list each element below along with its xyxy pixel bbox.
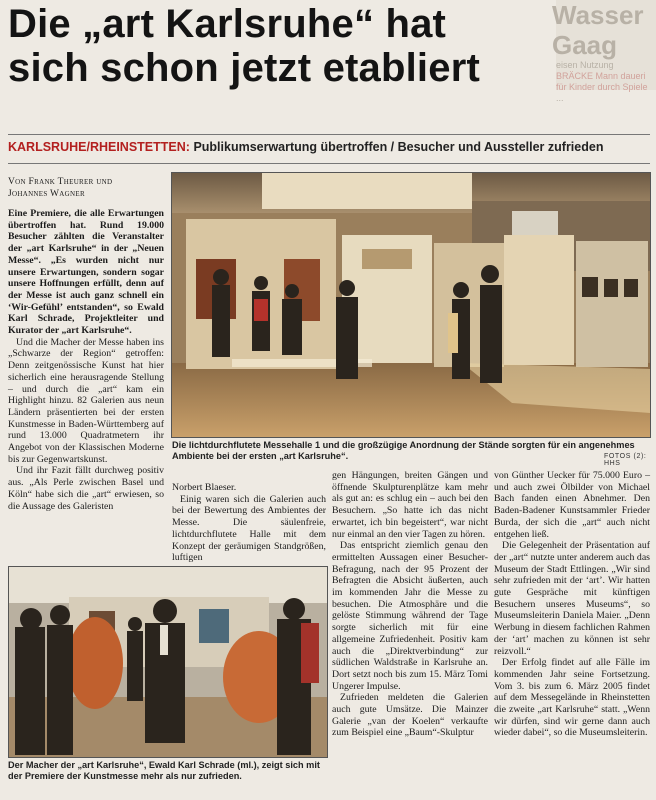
photo-top-caption: Die lichtdurchflutete Messehalle 1 und die großzügige Anordnung der Stände sorgten für ein angenehmes Ambiente bei der ersten „art Karlsruhe“. <box>172 440 635 462</box>
headline-line-1: Die „art Karlsruhe“ hat <box>8 2 447 46</box>
headline <box>8 2 564 90</box>
body-paragraph: Der Erfolg findet auf alle Fälle im kommenden Jahr seine Fortsetzung. Vom 3. bis zum 6. März 2005 findet auf dem Messegelände in Rheinstetten die zweite „art Karlsruhe“ statt. „Wenn wir dürfen, sind wir gerne dann auch wieder dabei“, so die Museumsleiterin. <box>494 657 650 739</box>
article-column-2 <box>172 482 326 562</box>
neighbor-article-fragment <box>552 0 656 103</box>
neighbor-headline-fragment-2: Gaag <box>552 30 618 60</box>
photo-credit: FOTOS (2): HHS <box>604 453 647 467</box>
location-kicker: KARLSRUHE/RHEINSTETTEN: <box>8 140 190 154</box>
body-paragraph: Zufrieden meldeten die Galerien auch gute Umsätze. Die Mainzer Galerie „van der Koelen“ verkaufte zum Beispiel eine „Baum“-Skulptur <box>332 692 488 739</box>
headline-line-2: sich schon jetzt etabliert <box>8 46 480 90</box>
article-column-4 <box>494 470 650 792</box>
photo-bottom-caption: Der Macher der „art Karlsruhe“, Ewald Karl Schrade (ml.), zeigt sich mit der Premiere der Kunstmesse mehr als nur zufrieden. <box>8 760 320 782</box>
article-column-3 <box>332 470 488 792</box>
neighbor-text-fragment-2: BRÄCKE Mann daueri für Kinder durch Spiele <box>556 71 648 92</box>
subheadline-text: Publikumserwartung übertroffen / Besucher und Aussteller zufrieden <box>193 140 604 154</box>
body-paragraph: gen Hängungen, breiten Gängen und öffnende Skulpturenplätze kam mehr als gut an: es schlug ein – auch bei den Besuchern. „So hatte ich das nicht erwartet, ich bin begeistert“, war nicht nur einmal an den vier Tagen zu hören. <box>332 470 488 540</box>
byline-line-2: Johannes Wagner <box>8 189 85 199</box>
byline <box>8 176 164 200</box>
lead-paragraph: Eine Premiere, die alle Erwartungen übertroffen hat. Rund 19.000 Besucher zählten die Veranstalter der „art Karlsruhe“ in der „Neuen Messe“. „Es wurden nicht nur unsere Erwartungen, sondern sogar unsere Hoffnungen erfüllt, denn auf der Messe ist auch ganz schnell ein ‘Wir-Gefühl’ entstanden“, so Ewald Karl Schrade, Projektleiter und Kurator der „art Karlsruhe“. <box>8 208 164 337</box>
photo-curator <box>8 566 328 758</box>
divider-sub <box>8 163 650 164</box>
body-paragraph: von Günther Uecker für 75.000 Euro – und auch zwei Ölbilder von Michael Bach fanden einen Abnehmer. Den Baden-Badener Kunstsammler Frieder Burda, der sich die „art“ auch nicht entgehen ließ. <box>494 470 650 540</box>
neighbor-text-fragment: eisen Nutzung <box>556 60 614 70</box>
photo-exhibition-hall <box>171 172 651 438</box>
body-paragraph: Und die Macher der Messe haben ins „Schwarze der Region“ getroffen: Denn zeitgenössische Kunst hat hier sicherlich eine herausragende Stellung – und durch die „art“ kam ein Highlight hinzu. 82 Galerien aus neun Ländern präsentierten bei der ersten Kunstmesse in Baden-Württemberg auf rund 13.000 Quadratmetern ihr Angebot von der Klassischen Moderne bis zur Gegenwartskunst. <box>8 336 164 465</box>
divider-top <box>8 134 650 135</box>
body-paragraph: Das entspricht ziemlich genau den ermittelten Aussagen einer Besucher-Befragung, nach der 95 Prozent der Befragten die Absicht äußerten, auch im kommenden Jahr die Messe zu besuchen. Die Atmosphäre und die gelöste Stimmung während der Tage sorgte sicherlich mit für eine allgemeine Zufriedenheit. Positiv kam auch die „Direktverbindung“ zur südlichen Waldstraße in Karlsruhe an. Dort setzt noch bis zum 15. März Tomi Ungerer Impulse. <box>332 540 488 692</box>
curator-image <box>9 567 327 757</box>
body-paragraph: Einig waren sich die Galerien auch bei der Bewertung des Ambientes der Messe. Die säulenfreie, lichtdurchflutete Halle mit dem Konzept der geräumigen Standgrößen, luftigen <box>172 493 326 564</box>
body-paragraph: Und ihr Fazit fällt durchweg positiv aus. „Als Perle zwischen Basel und Köln“ habe sich die „art“ erwiesen, so die Aussage des Galeristen <box>8 465 164 512</box>
article-column-1 <box>8 208 164 560</box>
body-paragraph: Die Gelegenheit der Präsentation auf der „art“ nutzte unter anderem auch das Museum der Stadt Ettlingen. „Wir sind sehr zufrieden mit der ‘art’. Wir hatten gute Gespräche mit künftigen Besuchern unseres Museums“, so Museumsleiterin Daniela Maier. „Denn Werbung in diesem fachlichen Rahmen der ‘art’ machen zu können ist sehr reizvoll.“ <box>494 540 650 657</box>
neighbor-text-fragment-3: ... <box>556 93 564 103</box>
body-paragraph: Norbert Blaeser. <box>172 482 237 493</box>
subheadline <box>8 140 652 154</box>
neighbor-headline-fragment: Wasser <box>552 0 644 30</box>
byline-line-1: Von Frank Theurer und <box>8 177 113 187</box>
exhibition-hall-image <box>172 173 650 437</box>
